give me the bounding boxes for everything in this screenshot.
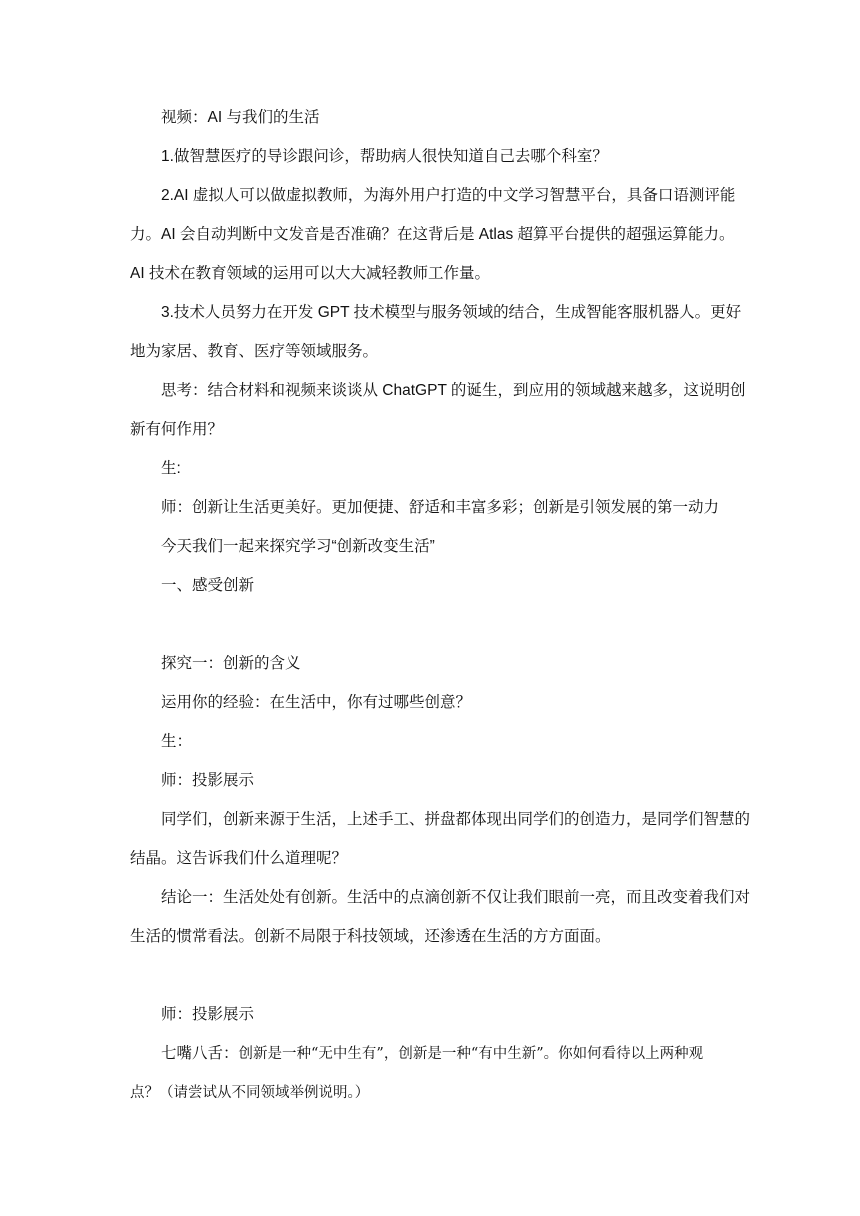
paragraph-line: 同学们，创新来源于生活，上述手工、拼盘都体现出同学们的创造力，是同学们智慧的 — [161, 811, 751, 828]
discussion-line — [161, 1043, 703, 1065]
discussion-text: 创新是一种“无中生有”，创新是一种“有中生新”。你如何看待以上两种观 — [238, 1046, 704, 1062]
paragraph-line: 新有何作用？ — [130, 421, 224, 438]
paragraph-line: 2.AI 虚拟人可以做虚拟教师，为海外用户打造的中文学习智慧平台，具备口语测评能 — [161, 187, 736, 204]
paragraph-line: 力。AI 会自动判断中文发音是否准确？在这背后是 Atlas 超算平台提供的超强运算能力。 — [130, 226, 735, 243]
paragraph-line: 地为家居、教育、医疗等领域服务。 — [130, 343, 379, 360]
paragraph-line: 思考：结合材料和视频来谈谈从 ChatGPT 的诞生，到应用的领域越来越多，这说明创 — [161, 382, 746, 399]
conclusion-line: 结论一：生活处处有创新。生活中的点滴创新不仅让我们眼前一亮，而且改变着我们对 — [161, 889, 751, 906]
discussion-label: 七嘴八舌： — [161, 1045, 239, 1062]
paragraph-line: 生: — [161, 460, 181, 477]
paragraph-line: 运用你的经验：在生活中，你有过哪些创意？ — [161, 694, 472, 711]
video-heading: 视频：AI 与我们的生活 — [161, 109, 320, 126]
paragraph-line: 3.技术人员努力在开发 GPT 技术模型与服务领域的结合，生成智能客服机器人。更好 — [161, 304, 742, 321]
discussion-line: 点？（请尝试从不同领域举例说明。） — [130, 1085, 370, 1101]
paragraph-line: 师：投影展示 — [161, 1006, 255, 1023]
section-heading: 一、感受创新 — [161, 577, 255, 594]
paragraph-line: 生： — [161, 733, 193, 750]
paragraph-line: AI 技术在教育领域的运用可以大大减轻教师工作量。 — [130, 265, 490, 282]
paragraph-line: 师：创新让生活更美好。更加便捷、舒适和丰富多彩；创新是引领发展的第一动力 — [161, 499, 720, 516]
conclusion-line: 生活的惯常看法。创新不局限于科技领域，还渗透在生活的方方面面。 — [130, 928, 611, 945]
subsection-heading: 探究一：创新的含义 — [161, 655, 301, 672]
paragraph-line: 结晶。这告诉我们什么道理呢？ — [130, 850, 348, 867]
paragraph-line: 1.做智慧医疗的导诊跟问诊，帮助病人很快知道自己去哪个科室？ — [161, 148, 608, 165]
paragraph-line: 师：投影展示 — [161, 772, 255, 789]
paragraph-line: 今天我们一起来探究学习“创新改变生活” — [161, 538, 435, 555]
